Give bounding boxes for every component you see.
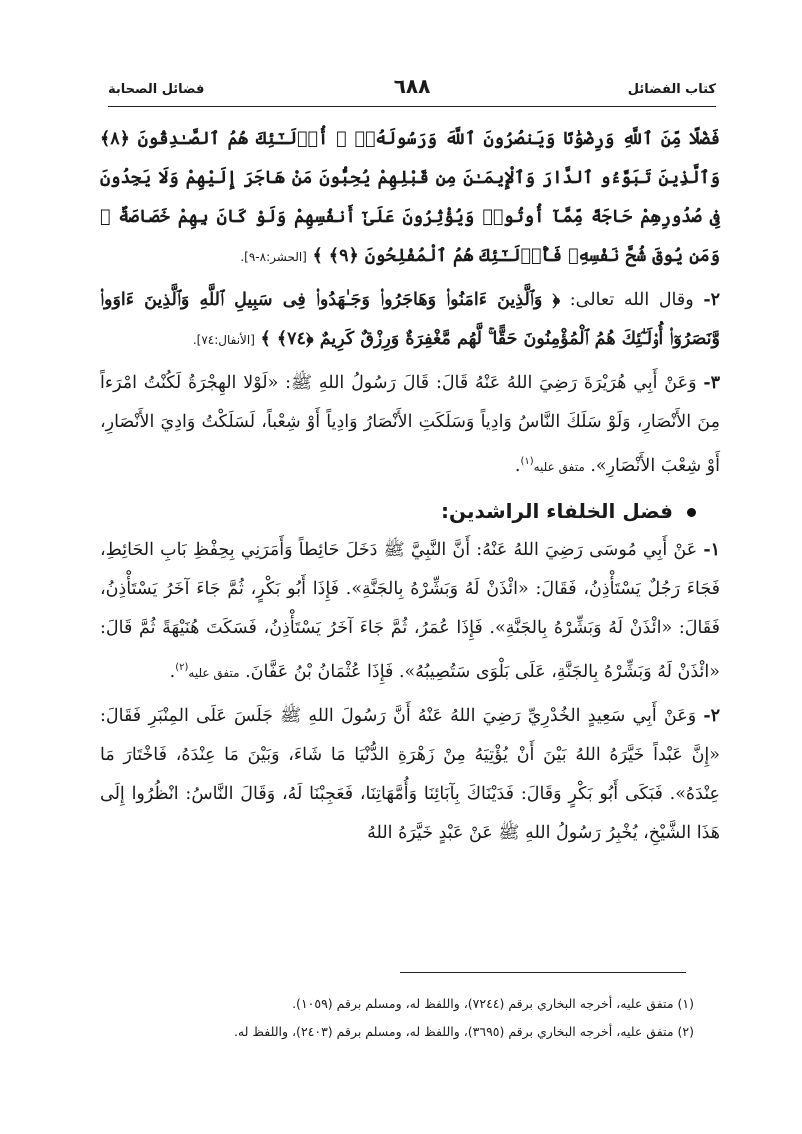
item-number: ٢-	[703, 290, 720, 310]
quran-verse-text: ﴿ وَٱلَّذِينَ ءَامَنُوا۟ وَهَاجَرُوا۟ وَجَـٰهَدُوا۟ فِى سَبِيلِ ٱللَّهِ وَٱلَّذِينَ ءَاوَوا۟ وَّنَصَرُوٓا۟ أُو۟لَـٰٓئِكَ هُمُ ٱلْمُؤْمِنُونَ حَقًّا ۚ لَّهُم مَّغْفِرَةٌ وَرِزْقٌ كَرِيمٌ ﴿٧٤﴾ ﴾	[100, 290, 720, 349]
footnote-2: (٢) متفق عليه، أخرجه البخاري برقم (٣٦٩٥)، واللفظ له، ومسلم برقم (٢٤٠٣)، واللفظ له.	[233, 1024, 694, 1039]
section-heading	[100, 499, 696, 523]
item-number: ٣-	[703, 373, 720, 393]
item-number: ١-	[703, 539, 720, 560]
footnote-divider	[400, 972, 686, 973]
quran-passage-hashr	[100, 120, 720, 277]
passage-intro: وقال الله تعالى:	[560, 290, 704, 310]
footnote-marker: (١)	[520, 456, 534, 467]
hadith-text: وَعَنْ أَبِي سَعِيدٍ الخُدْرِيِّ رَضِيَ اللهُ عَنْهُ أَنَّ رَسُولَ اللهِ ﷺ جَلَسَ عَلَى المِنْبَرِ فَقَالَ: «إِنَّ عَبْداً خَيَّرَهُ اللهُ بَيْنَ أَنْ يُؤْتِيَهُ مِنْ زَهْرَةِ الدُّنْيَا مَا شَاءَ، وَبَيْنَ مَا عِنْدَهُ، فَاخْتَارَ مَا عِنْدَهُ». فَبَكَى أَبُو بَكْرٍ وَقَالَ: فَدَيْنَاكَ بِآبَائِنَا وَأُمَّهَاتِنَا، فَعَجِبْنَا لَهُ، وَقَالَ النَّاسُ: انْظُرُوا إِلَى هَذَا الشَّيْخِ، يُخْبِرُ رَسُولُ اللهِ ﷺ عَنْ عَبْدٍ خَيَّرَهُ اللهُ	[100, 705, 720, 843]
page-number: ٦٨٨	[393, 74, 431, 98]
quran-verse-text: فَضْلًا مِّنَ ٱللَّهِ وَرِضْوَٰنًا وَيَنصُرُونَ ٱللَّهَ وَرَسُولَهُۥٓ ۚ أُو۟لَـٰٓئِكَ هُمُ ٱلصَّـٰدِقُونَ ﴿٨﴾ وَٱلَّذِينَ تَبَوَّءُو ٱلدَّارَ وَٱلْإِيمَـٰنَ مِن قَبْلِهِمْ يُحِبُّونَ مَنْ هَاجَرَ إِلَيْهِمْ وَلَا يَجِدُونَ فِى صُدُورِهِمْ حَاجَةً مِّمَّآ أُوتُوا۟ وَيُؤْثِرُونَ عَلَىٰٓ أَنفُسِهِمْ وَلَوْ كَانَ بِهِمْ خَصَاصَةٌ ۚ وَمَن يُوقَ شُحَّ نَفْسِهِۦ فَأُو۟لَـٰٓئِكَ هُمُ ٱلْمُفْلِحُونَ ﴿٩﴾ ﴾	[100, 129, 720, 266]
page-header	[108, 74, 716, 106]
verse-reference: [الأنفال:٧٤].	[192, 333, 255, 347]
footnotes	[94, 990, 694, 1046]
item-number: ٢-	[703, 705, 720, 726]
agreed-upon-label: متفق عليه	[533, 459, 585, 474]
agreed-upon-label: متفق عليه	[188, 665, 240, 680]
footnote-1: (١) متفق عليه، أخرجه البخاري برقم (٧٢٤٤)، واللفظ له، ومسلم برقم (١٠٥٩).	[292, 996, 694, 1011]
hadith-text: وَعَنْ أَبِي هُرَيْرَةَ رَضِيَ اللهُ عَنْهُ قَالَ: قَالَ رَسُولُ اللهِ ﷺ: «لَوْلا الهِجْرَةُ لَكُنْتُ امْرَءاً مِنَ الأَنْصَارِ، وَلَوْ سَلَكَ النَّاسُ وَادِياً وَسَلَكَتِ الأَنْصَارُ وَادِياً أَوْ شِعْباً، لَسَلَكْتُ وَادِيَ الأَنْصَارِ، أَوْ شِعْبَ الأَنْصَارِ».	[100, 373, 720, 476]
hadith-3	[100, 364, 720, 487]
hadith-caliphs-2	[100, 697, 720, 853]
book-title: كتاب الفضائل	[627, 82, 716, 97]
hadith-caliphs-1	[100, 531, 720, 693]
verse-reference: [الحشر:٨-٩].	[240, 250, 307, 264]
section-heading-text: فضل الخلفاء الراشدين:	[440, 498, 673, 523]
bullet-icon	[687, 508, 696, 517]
sentence-end: .	[169, 661, 176, 682]
header-divider	[108, 106, 716, 107]
page-body	[100, 120, 720, 853]
footnote-marker: (٢)	[175, 661, 189, 673]
passage-2	[100, 281, 720, 360]
chapter-title: فضائل الصحابة	[108, 82, 205, 97]
sentence-end: .	[514, 455, 521, 476]
hadith-text: عَنْ أَبِي مُوسَى رَضِيَ اللهُ عَنْهُ: أَنَّ النَّبِيَّ ﷺ دَخَلَ حَائِطاً وَأَمَرَنِي بِحِفْظِ بَابِ الحَائِطِ، فَجَاءَ رَجُلٌ يَسْتَأْذِنُ، فَقَالَ: «ائْذَنْ لَهُ وَبَشِّرْهُ بِالجَنَّةِ». فَإِذَا أَبُو بَكْرٍ، ثُمَّ جَاءَ آخَرُ يَسْتَأْذِنُ، فَقَالَ: «ائْذَنْ لَهُ وَبَشِّرْهُ بِالجَنَّةِ». فَإِذَا عُمَرُ، ثُمَّ جَاءَ آخَرُ يَسْتَأْذِنُ، فَسَكَتَ هُنَيْهَةً ثُمَّ قَالَ: «ائْذَنْ لَهُ وَبَشِّرْهُ بِالجَنَّةِ، عَلَى بَلْوَى سَتُصِيبُهُ». فَإِذَا عُثْمَانُ بْنُ عَفَّانَ.	[100, 539, 720, 682]
